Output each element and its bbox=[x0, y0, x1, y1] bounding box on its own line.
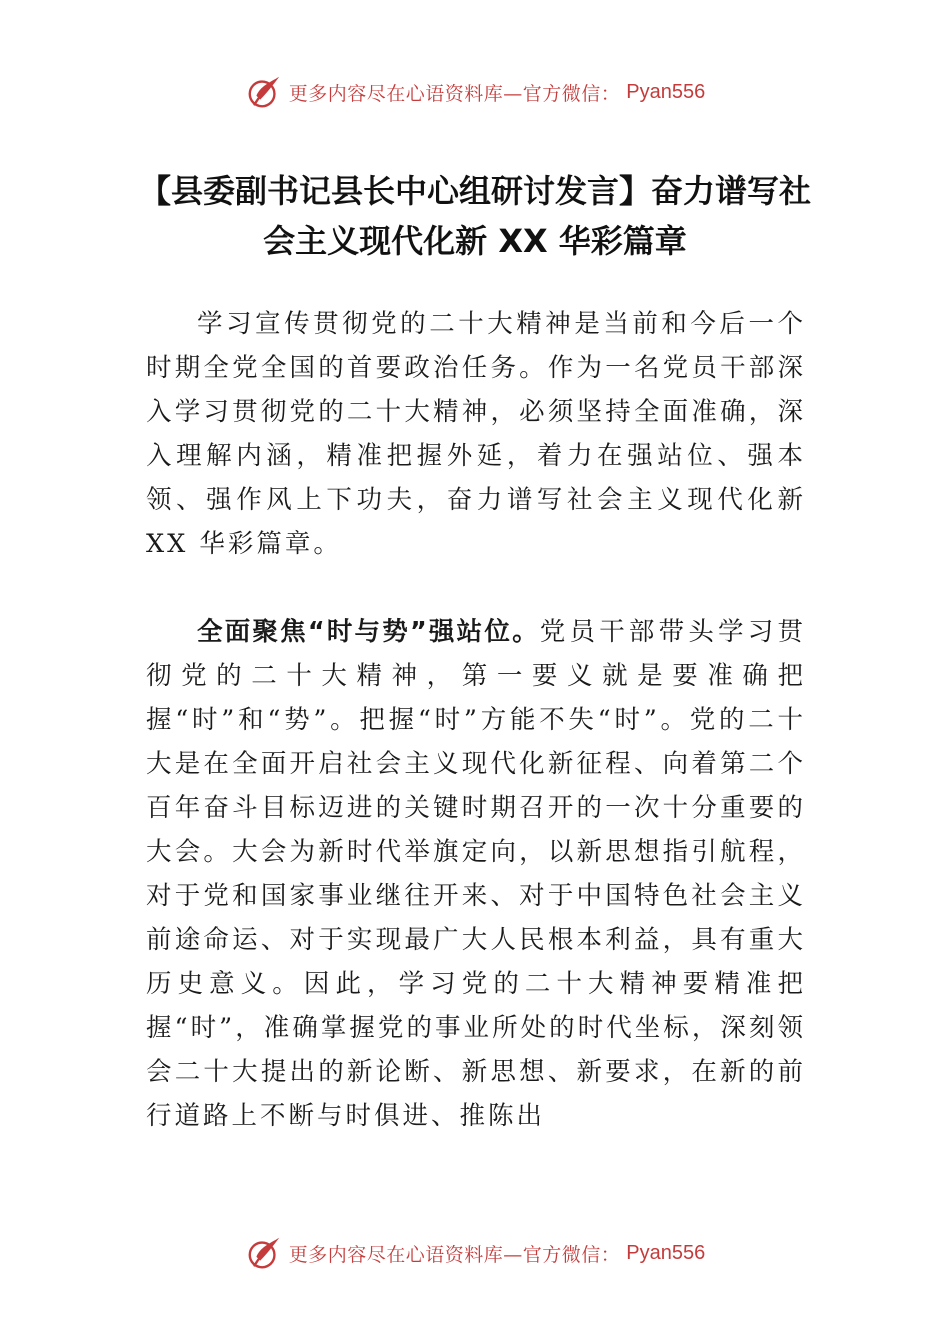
pen-nib-logo-icon bbox=[245, 1234, 283, 1272]
watermark-handle: Pyan556 bbox=[626, 80, 706, 103]
paragraph-intro-text: 学习宣传贯彻党的二十大精神是当前和今后一个时期全党全国的首要政治任务。作为一名党员干部深入学习贯彻党的二十大精神，必须坚持全面准确，深入理解内涵，精准把握外延，着力在强站位、强本领、强作风上下功夫，奋力谱写社会主义现代化新 XX 华彩篇章。 bbox=[146, 309, 806, 559]
footer-watermark bbox=[0, 1231, 950, 1275]
document-body bbox=[146, 302, 806, 1138]
paragraph-section-1-lead: 全面聚焦“时与势”强站位。 bbox=[197, 617, 540, 647]
paragraph-section-1-text: 党员干部带头学习贯彻党的二十大精神，第一要义就是要准确把握“时”和“势”。把握“时”方能不失“时”。党的二十大是在全面开启社会主义现代化新征程、向着第二个百年奋斗目标迈进的关键时期召开的一次十分重要的大会。大会为新时代举旗定向，以新思想指引航程，对于党和国家事业继往开来、对于中国特色社会主义前途命运、对于实现最广大人民根本利益，具有重大历史意义。因此，学习党的二十大精神要精准把握“时”，准确掌握党的事业所处的时代坐标，深刻领会二十大提出的新论断、新思想、新要求，在新的前行道路上不断与时俱进、推陈出 bbox=[146, 617, 806, 1131]
pen-nib-logo-icon bbox=[245, 73, 283, 111]
watermark-text: 更多内容尽在心语资料库—官方微信： bbox=[288, 82, 621, 105]
header-watermark bbox=[0, 70, 950, 114]
watermark-handle: Pyan556 bbox=[626, 1241, 706, 1264]
paragraph-intro bbox=[146, 302, 806, 566]
paragraph-section-1 bbox=[146, 610, 806, 1138]
watermark-text: 更多内容尽在心语资料库—官方微信： bbox=[288, 1243, 621, 1266]
document-title: 【县委副书记县长中心组研讨发言】奋力谱写社会主义现代化新 XX 华彩篇章 bbox=[138, 172, 811, 260]
